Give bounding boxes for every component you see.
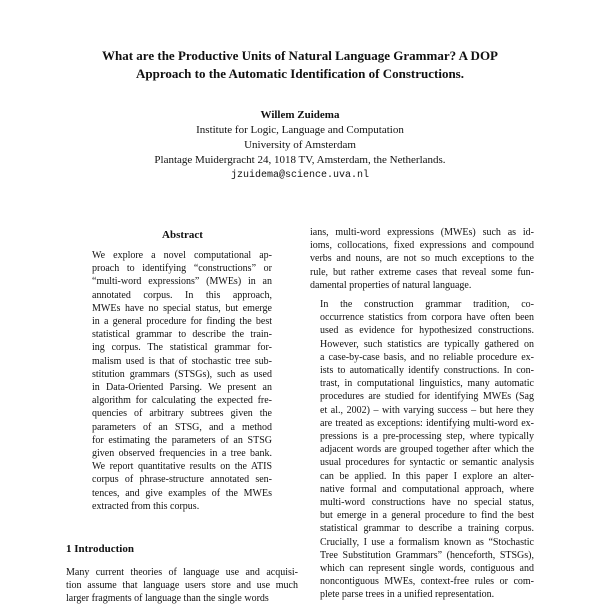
text-line: in Data-Oriented Parsing. We present an (92, 382, 272, 394)
text-line: tion assume that language users store and use much (66, 580, 298, 592)
text-line: et al., 2002) – with varying success – but here they (320, 404, 534, 416)
text-line: statistical grammar to describe a training corpus. (320, 523, 534, 535)
text-line: which can represent single words, contiguous and (320, 563, 534, 575)
abstract-heading: Abstract (162, 229, 203, 241)
text-line: ioms, collocations, fixed expressions and compound (310, 240, 534, 252)
text-line: proach to identifying “constructions” or (92, 263, 272, 275)
text-line: parameters of an STSG, and a method (92, 421, 272, 433)
text-line: a case-by-case basis, and no reliable procedure ex- (320, 351, 534, 363)
text-line: pressions is a pre-processing step, where typically (320, 431, 534, 443)
text-line: We report quantitative results on the ATIS (92, 461, 272, 473)
text-line: occurrence statistics from corpora have often been (320, 312, 534, 324)
text-line: verbs and nouns, are not so much exceptions to the (310, 253, 534, 265)
text-line: ing corpus. The statistical grammar for- (92, 342, 272, 354)
section-heading-introduction: 1 Introduction (66, 543, 134, 555)
text-line: statistical grammar to describe the train- (92, 329, 272, 341)
text-line: adjacent words are grouped together after which the (320, 444, 534, 456)
text-line: multi-word constructions have no special status, (320, 497, 534, 509)
text-line: for estimating the parameters of an STSG (92, 434, 272, 446)
author-email: jzuidema@science.uva.nl (230, 170, 370, 181)
text-line: but emerge in a general procedure to find the best (320, 510, 534, 522)
author-name: Willem Zuidema (260, 109, 340, 121)
text-line: algorithm for calculating the expected fre- (92, 395, 272, 407)
text-line: rule, but rather extreme cases that reveal some fun- (310, 266, 534, 278)
affiliation-line: Institute for Logic, Language and Computation (196, 124, 404, 136)
author-block (60, 108, 540, 183)
text-line: Tree Substitution Grammars” (henceforth, STSGs), (320, 549, 534, 561)
text-line: given observed frequencies in a tree bank. (92, 448, 272, 460)
text-line: corpus of phrase-structure annotated sen- (92, 474, 272, 486)
text-line: Crucially, I use a formalism known as “Stochastic (320, 536, 534, 548)
text-line: Many current theories of language use and acquisi- (66, 567, 298, 578)
text-line: are treated as exceptions: identifying multi-word ex- (320, 417, 534, 429)
text-line: ians, multi-word expressions (MWEs) such as id- (310, 227, 534, 238)
text-line: quencies of arbitrary subtrees given the (92, 408, 272, 420)
text-line: malism used is that of stochastic tree sub- (92, 355, 272, 367)
paragraph (310, 226, 534, 292)
text-line: annotated corpus. In this approach, (92, 289, 272, 301)
affiliation-line: Plantage Muidergracht 24, 1018 TV, Amsterdam, the Netherlands. (154, 154, 446, 166)
text-line: procedures are studied for identifying MWEs (Sag (320, 391, 534, 403)
text-line: used as evidence for hypothesized constructions. (320, 325, 534, 337)
title-line: What are the Productive Units of Natural Language Grammar? A DOP (102, 48, 498, 63)
text-line: can be applied. In this paper I explore an alter- (320, 470, 534, 482)
text-line: noncontiguous MWEs, context-free rules or com- (320, 576, 534, 588)
text-line: native formal and computational approach, where (320, 483, 534, 495)
paragraph (310, 298, 534, 602)
text-line: tences, and give examples of the MWEs (92, 487, 272, 499)
text-line: We explore a novel computational ap- (92, 250, 272, 261)
affiliation-line: University of Amsterdam (244, 139, 356, 151)
text-line: However, such statistics are typically gathered on (320, 338, 534, 350)
paper-title (60, 47, 540, 83)
text-line: extracted from this corpus. (92, 500, 200, 512)
text-line: MWEs have no special status, but emerge (92, 302, 272, 314)
title-line: Approach to the Automatic Identification of Constructions. (135, 66, 464, 81)
text-line: plete parse trees in a unified representation. (320, 589, 495, 601)
text-line: usual procedures for syntactic or semantic analysis (320, 457, 534, 469)
text-line: larger fragments of language than the single words (66, 593, 269, 605)
left-column (66, 228, 299, 513)
text-line: trast, in computational linguistics, many automatic (320, 378, 534, 390)
text-line: “multi-word expressions” (MWEs) in an (92, 276, 272, 288)
text-line: ists to automatically identify constructions. In con- (320, 365, 534, 377)
abstract-body (92, 249, 272, 513)
right-column (310, 226, 534, 608)
text-line: damental properties of natural language. (310, 279, 472, 291)
text-line: In the construction grammar tradition, co- (320, 299, 534, 311)
text-line: stitution grammars (STSGs), such as used (92, 368, 272, 380)
text-line: in a general procedure for finding the best (92, 316, 272, 328)
